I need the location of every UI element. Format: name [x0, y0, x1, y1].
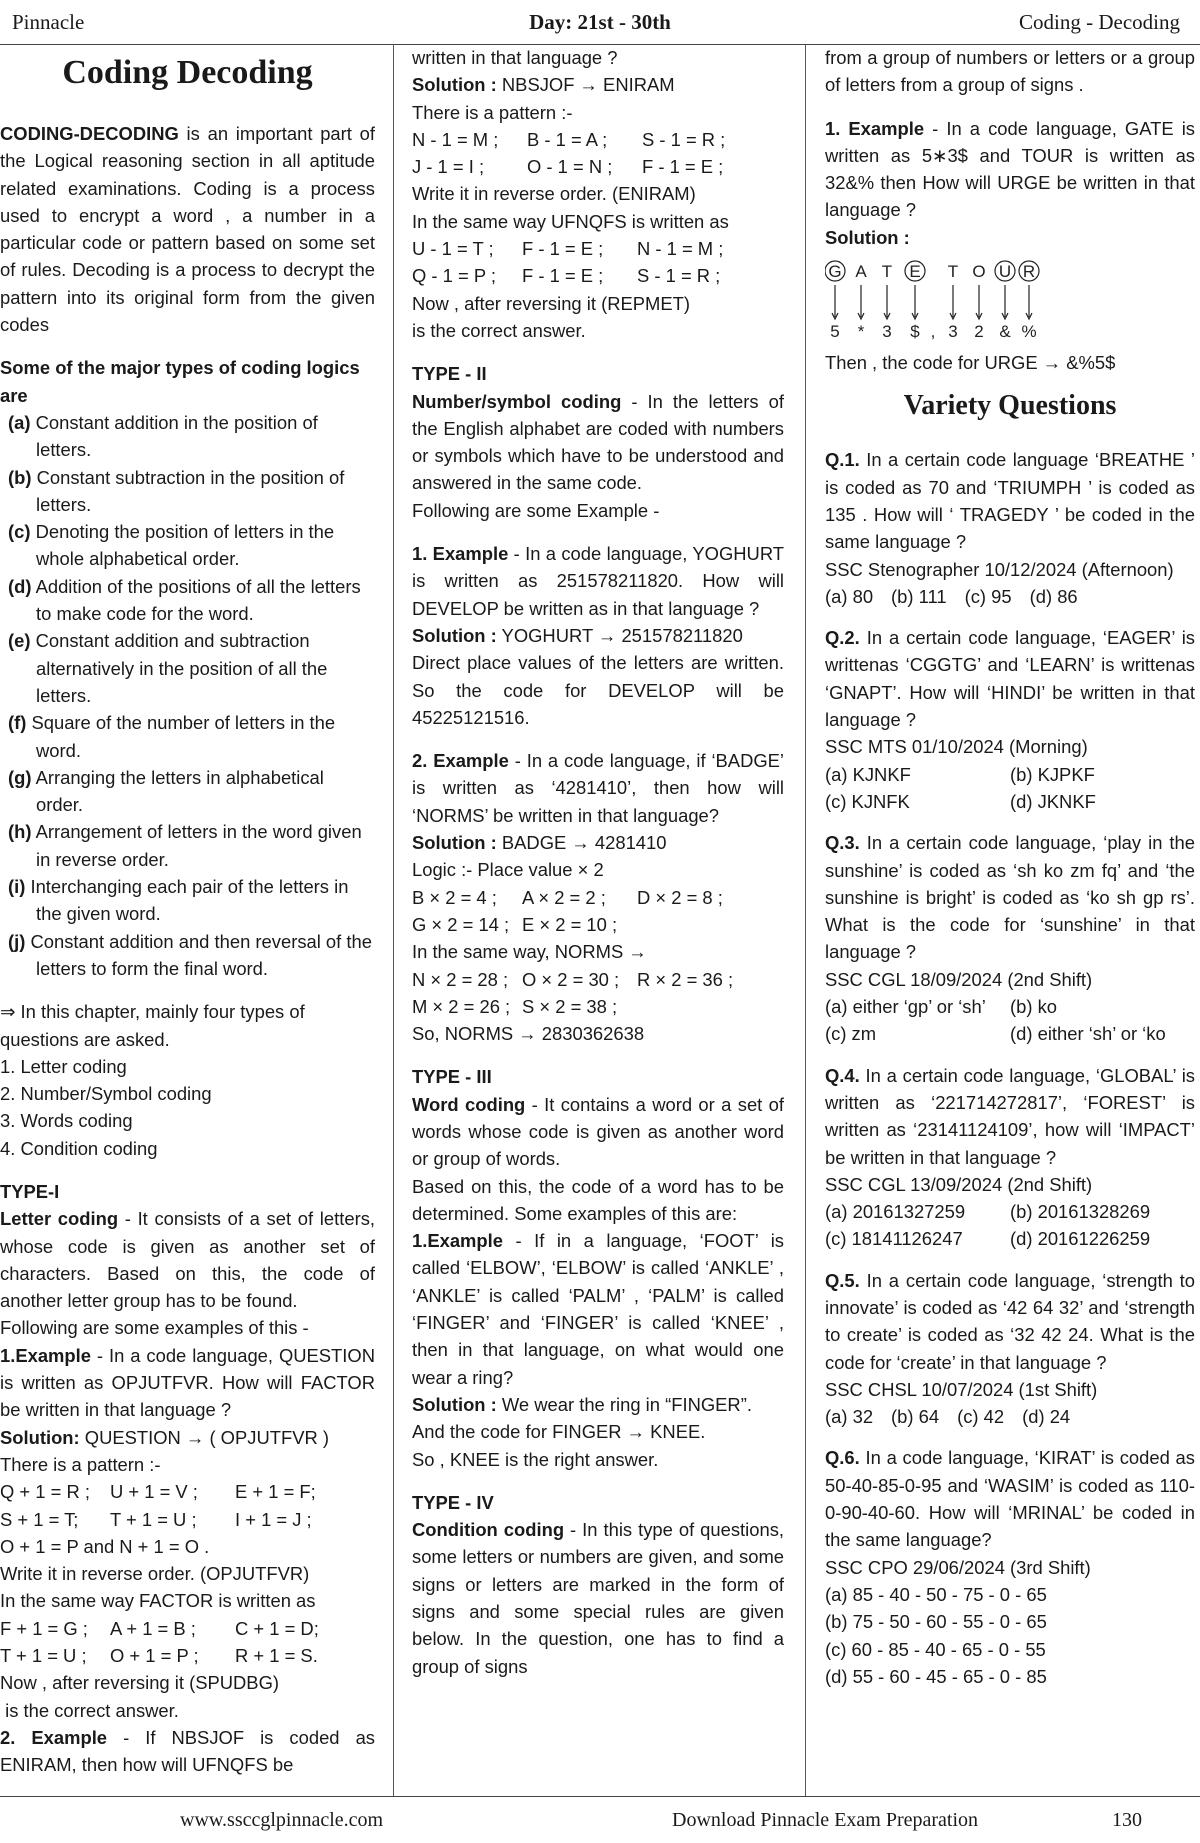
page-footer [0, 1796, 1200, 1843]
type-list-item: (e) Constant addition and subtraction alternatively in the position of all the letters. [8, 630, 328, 706]
same-way-note: In the same way UFNQFS is written as [412, 210, 729, 232]
question-source: SSC CGL 18/09/2024 (2nd Shift) [825, 968, 1093, 990]
question-source: SSC CHSL 10/07/2024 (1st Shift) [825, 1378, 1098, 1400]
option[interactable]: (b) 64 [891, 1406, 940, 1428]
question-block [825, 446, 1195, 610]
footer-download-note: Download Pinnacle Exam Preparation [672, 1809, 979, 1831]
solution-4: Solution : BADGE → 4281410 [412, 832, 667, 854]
then-note: Then , the code for URGE → &%5$ [825, 352, 1116, 374]
coding-diagram-svg [825, 255, 1085, 345]
diagram-letter: T [947, 262, 959, 282]
type2-heading: TYPE - II [412, 363, 487, 385]
option[interactable]: (a) 80 [825, 585, 874, 607]
diagram-code: & [999, 322, 1011, 342]
option[interactable]: (c) zm [825, 1023, 877, 1045]
diagram-code: , [930, 322, 936, 342]
type-list-item: (b) Constant subtraction in the position of letters. [8, 466, 345, 515]
diagram-letter: O [972, 262, 986, 282]
answer-note: And the code for FINGER → KNEE. [412, 1421, 706, 1443]
options-row [825, 788, 1195, 815]
solution-3: Solution : YOGHURT → 251578211820 [412, 624, 743, 646]
option[interactable]: (c) 42 [957, 1406, 1005, 1428]
column-divider [393, 44, 394, 1796]
column-2 [412, 44, 784, 1796]
diagram-code: 3 [882, 322, 892, 342]
answer-note: So , KNEE is the right answer. [412, 1448, 659, 1470]
answer-note: is the correct answer. [412, 319, 586, 341]
option[interactable]: (d) either ‘sh’ or ‘ko [1010, 1023, 1166, 1045]
question-text: Q.3. In a certain code language, ‘play in the sunshine’ is coded as ‘sh ko zm fq’ and ‘the sunshine is bright’ is coded as ‘ko sh gp rs’. What is the code for ‘sunshine’ in that language ? [825, 832, 1195, 963]
question-text: Q.1. In a certain code language ‘BREATHE ’ is coded as 70 and ‘TRIUMPH ’ is coded as 135 . How will ‘ TRAGEDY ’ be coded in the same language ? [825, 449, 1195, 553]
direct-note: Direct place values of the letters are written. So the code for DEVELOP will be 45225121516. [412, 652, 784, 728]
options-row [825, 1198, 1195, 1225]
pattern-row: Q + 1 = R ; U + 1 = V ; E + 1 = F; [0, 1481, 316, 1503]
options-row [825, 993, 1195, 1020]
type-list-item: (c) Denoting the position of letters in the whole alphabetical order. [8, 521, 335, 570]
page-number: 130 [1112, 1809, 1142, 1831]
option[interactable]: (b) 111 [891, 585, 947, 607]
pattern-row: N - 1 = M ; B - 1 = A ; S - 1 = R ; [412, 128, 726, 150]
option[interactable]: (c) 18141126247 [825, 1228, 963, 1250]
question-text: Q.4. In a certain code language, ‘GLOBAL’ is written as ‘221714272817’, ‘FOREST’ is written as ‘23141124109’, how will ‘IMPACT’ be written in that language ? [825, 1064, 1195, 1168]
question-text: Q.2. In a certain code language, ‘EAGER’ is writtenas ‘CGGTG’ and ‘LEARN’ is writtenas ‘GNAPT’. How will ‘HINDI’ be written in that language ? [825, 627, 1195, 731]
diagram-letter: U [998, 262, 1012, 282]
pattern-row: F + 1 = G ; A + 1 = B ; C + 1 = D; [0, 1617, 319, 1639]
type-list-item: (a) Constant addition in the position of letters. [8, 411, 318, 461]
answer-note: So, NORMS → 2830362638 [412, 1023, 645, 1045]
chapter-type-item: 3. Words coding [0, 1110, 133, 1132]
column-divider [805, 44, 806, 1796]
solution-5: Solution : We wear the ring in “FINGER”. [412, 1393, 752, 1415]
chapter-note: ⇒ In this chapter, mainly four types of questions are asked. [0, 1001, 305, 1050]
option[interactable]: (d) 24 [1022, 1406, 1071, 1428]
option[interactable]: (a) 85 - 40 - 50 - 75 - 0 - 65 [825, 1583, 1047, 1605]
diagram-code: % [1021, 322, 1037, 342]
column-3 [825, 44, 1195, 1796]
intro-paragraph: CODING-DECODING is an important part of the Logical reasoning section in all aptitude related examinations. Coding is a process used to encrypt a word , a number in a particular code or pattern based on some set of rules. Decoding is a process to decrypt the pattern into its original form from the given codes [0, 123, 375, 336]
chapter-title: Coding Decoding [62, 54, 313, 91]
word-coding-paragraph: Word coding - It contains a word or a set of words whose code is given as another word or group of words. [412, 1093, 784, 1170]
option[interactable]: (c) 95 [964, 585, 1012, 607]
header-day-range: Day: 21st - 30th [529, 10, 671, 34]
header-brand: Pinnacle [12, 10, 85, 34]
types-list [0, 409, 375, 982]
same-way-note: In the same way, NORMS → [412, 941, 647, 963]
type3-heading: TYPE - III [412, 1066, 492, 1088]
example-5: 1.Example - If in a language, ‘FOOT’ is called ‘ELBOW’, ‘ELBOW’ is called ‘ANKLE’ , ‘ANKLE’ is called ‘PALM’ , ‘PALM’ is called ‘FINGER’ and ‘FINGER’ is called ‘KNEE’ , then in that language, on what would one wear a ring? [412, 1230, 784, 1388]
options-row [825, 761, 1195, 788]
option[interactable]: (d) 20161226259 [1010, 1228, 1151, 1250]
diagram-code: 2 [974, 322, 984, 342]
pattern-row: B × 2 = 4 ; A × 2 = 2 ; D × 2 = 8 ; [412, 886, 723, 908]
option[interactable]: (a) KJNKF [825, 763, 911, 785]
solution-2: Solution : NBSJOF → ENIRAM [412, 74, 675, 96]
type-list-item: (d) Addition of the positions of all the letters to make code for the word. [8, 575, 361, 625]
pattern-label: There is a pattern :- [412, 101, 573, 123]
pattern-row: G × 2 = 14 ; E × 2 = 10 ; [412, 913, 618, 935]
answer-note: Now , after reversing it (REPMET) [412, 292, 690, 314]
following-text: Following are some examples of this - [0, 1317, 309, 1339]
coding-diagram [825, 255, 1195, 345]
question-text: Q.5. In a certain code language, ‘strength to innovate’ is coded as ‘42 64 32’ and ‘strength to create’ is coded as ‘32 42 24. What is the code for ‘create’ in that language ? [825, 1269, 1195, 1373]
option[interactable]: (c) KJNFK [825, 790, 910, 812]
reverse-note: Write it in reverse order. (OPJUTFVR) [0, 1563, 310, 1585]
pattern-label: There is a pattern :- [0, 1453, 161, 1475]
question-block [825, 624, 1195, 815]
following-text: Following are some Example - [412, 499, 660, 521]
diagram-letter: T [881, 262, 893, 282]
variety-heading: Variety Questions [903, 390, 1117, 422]
pattern-row: U - 1 = T ; F - 1 = E ; N - 1 = M ; [412, 238, 724, 260]
option[interactable]: (d) 86 [1029, 585, 1078, 607]
options-row [825, 1020, 1195, 1047]
question-block [825, 829, 1195, 1047]
answer-note: is the correct answer. [0, 1699, 179, 1721]
letter-coding-paragraph: Letter coding - It consists of a set of letters, whose code is given as another set of characters. Based on this, the code of another letter group has to be found. [0, 1208, 375, 1312]
diagram-code: 3 [948, 322, 958, 342]
answer-note: Now , after reversing it (SPUDBG) [0, 1672, 279, 1694]
chapter-type-item: 4. Condition coding [0, 1137, 158, 1159]
solution-6: Solution : [825, 226, 910, 248]
pattern-row: Q - 1 = P ; F - 1 = E ; S - 1 = R ; [412, 265, 721, 287]
question-block [825, 1062, 1195, 1253]
question-source: SSC CPO 29/06/2024 (3rd Shift) [825, 1556, 1091, 1578]
question-block [825, 1444, 1195, 1690]
example-1: 1.Example - In a code language, QUESTION is written as OPJUTFVR. How will FACTOR be written in that language ? [0, 1344, 375, 1421]
diagram-letter: G [828, 262, 842, 282]
type-list-item: (f) Square of the number of letters in the word. [8, 712, 336, 761]
option[interactable]: (b) 20161328269 [1010, 1201, 1151, 1223]
questions-list [825, 446, 1195, 1690]
option[interactable]: (a) either ‘gp’ or ‘sh’ [825, 996, 986, 1018]
option[interactable]: (c) 60 - 85 - 40 - 65 - 0 - 55 [825, 1638, 1046, 1660]
same-way-note: In the same way FACTOR is written as [0, 1590, 316, 1612]
question-source: SSC Stenographer 10/12/2024 (Afternoon) [825, 558, 1174, 580]
pattern-row: J - 1 = I ; O - 1 = N ; F - 1 = E ; [412, 156, 724, 178]
example-2: 2. Example - If NBSJOF is coded as ENIRAM, then how will UFNQFS be [0, 1726, 375, 1776]
chapter-type-item: 1. Letter coding [0, 1055, 127, 1077]
types-heading: Some of the major types of coding logics are [0, 357, 360, 406]
options-row [825, 1225, 1195, 1252]
type-list-item: (j) Constant addition and then reversal of the letters to form the final word. [8, 930, 372, 979]
continued-text: from a group of numbers or letters or a group of letters from a group of signs . [825, 47, 1195, 96]
pattern-row: S + 1 = T; T + 1 = U ; I + 1 = J ; [0, 1508, 312, 1530]
based-note: Based on this, the code of a word has to be determined. Some examples of this are: [412, 1175, 784, 1224]
page-header [0, 0, 1200, 45]
type-list-item: (h) Arrangement of letters in the word given in reverse order. [8, 821, 362, 870]
option[interactable]: (a) 32 [825, 1406, 874, 1428]
question-text: Q.6. In a code language, ‘KIRAT’ is coded as 50-40-85-0-95 and ‘WASIM’ is coded as 110-0-90-40-60. How will ‘MRINAL’ be coded in the same language? [825, 1447, 1195, 1551]
continued-text: written in that language ? [412, 47, 618, 68]
option[interactable]: (a) 20161327259 [825, 1201, 966, 1223]
pattern-row: N × 2 = 28 ; O × 2 = 30 ; R × 2 = 36 ; [412, 968, 734, 990]
diagram-letter: R [1022, 262, 1036, 282]
example-4: 2. Example - In a code language, if ‘BADGE’ is written as ‘4281410’, then how will ‘NORMS’ be written in that language? [412, 750, 784, 826]
pattern-row: M × 2 = 26 ; S × 2 = 38 ; [412, 995, 618, 1017]
diagram-code: $ [910, 322, 920, 342]
type-list-item: (i) Interchanging each pair of the letters in the given word. [8, 876, 349, 925]
options-row [825, 1403, 1195, 1430]
type-list-item: (g) Arranging the letters in alphabetical order. [8, 766, 324, 816]
option[interactable]: (b) 75 - 50 - 60 - 55 - 0 - 65 [825, 1611, 1047, 1633]
header-topic: Coding - Decoding [1019, 10, 1180, 34]
type1-heading: TYPE-I [0, 1180, 60, 1202]
question-source: SSC MTS 01/10/2024 (Morning) [825, 736, 1088, 758]
question-source: SSC CGL 13/09/2024 (2nd Shift) [825, 1173, 1093, 1195]
solution-1: Solution: QUESTION → ( OPJUTFVR ) [0, 1426, 329, 1448]
chapter-type-item: 2. Number/Symbol coding [0, 1083, 212, 1105]
number-coding-paragraph: Number/symbol coding - In the letters of the English alphabet are coded with numbers or symbols which have to be understood and answered in the same code. [412, 390, 784, 494]
options-row [825, 583, 1195, 610]
example-3: 1. Example - In a code language, YOGHURT is written as 251578211820. How will DEVELOP be written as in that language ? [412, 543, 784, 619]
footer-website: www.ssccglpinnacle.com [180, 1809, 384, 1831]
column-1 [0, 44, 375, 1796]
question-block [825, 1267, 1195, 1431]
option[interactable]: (d) 55 - 60 - 45 - 65 - 0 - 85 [825, 1665, 1047, 1687]
logic-note: Logic :- Place value × 2 [412, 859, 604, 881]
pattern-row: T + 1 = U ; O + 1 = P ; R + 1 = S. [0, 1645, 318, 1667]
example-6: 1. Example - In a code language, GATE is written as 5∗3$ and TOUR is written as 32&% then How will URGE be written in that language ? [825, 117, 1195, 221]
diagram-letter: A [855, 262, 867, 282]
diagram-code: * [857, 322, 865, 342]
chapter-types-list [0, 1053, 375, 1162]
type4-heading: TYPE - IV [412, 1491, 494, 1513]
condition-coding-paragraph: Condition coding - In this type of questions, some letters or numbers are given, and some signs or letters are marked in the form of signs and some special rules are given below. In the question, one has to find a group of signs [412, 1519, 784, 1677]
diagram-code: 5 [830, 322, 840, 342]
reverse-note: Write it in reverse order. (ENIRAM) [412, 183, 696, 205]
option[interactable]: (b) KJPKF [1010, 763, 1095, 785]
pattern-row: O + 1 = P and N + 1 = O . [0, 1535, 210, 1557]
diagram-letter: E [909, 262, 921, 282]
option[interactable]: (d) JKNKF [1010, 790, 1096, 812]
option[interactable]: (b) ko [1010, 996, 1058, 1018]
